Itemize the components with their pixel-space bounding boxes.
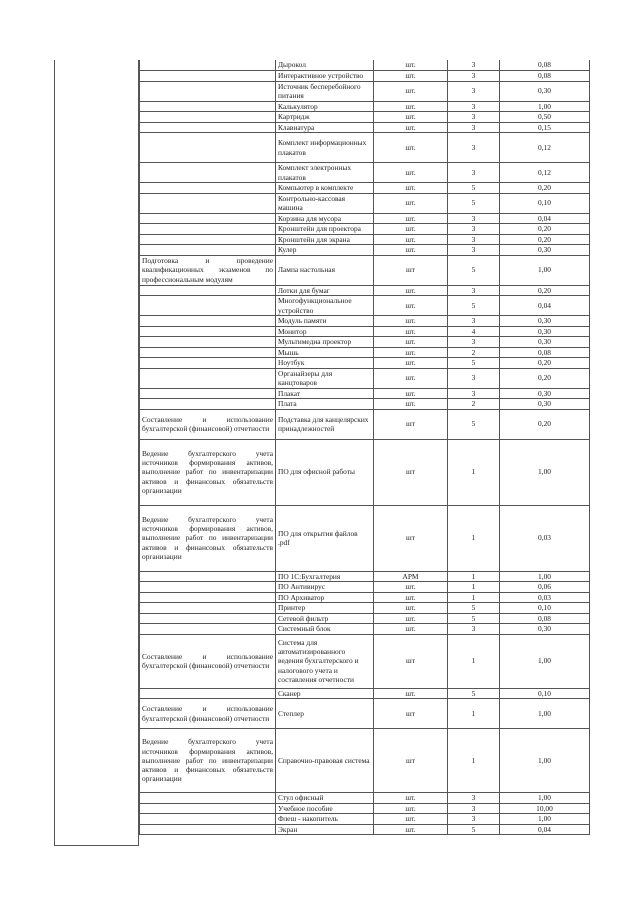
table-row <box>140 347 590 358</box>
table-row <box>140 245 590 256</box>
coefficient-cell: 0,08 <box>500 71 590 82</box>
unit-cell: шт. <box>374 326 448 337</box>
table-row <box>140 224 590 235</box>
table-row <box>140 163 590 183</box>
coefficient-cell: 10,00 <box>500 803 590 814</box>
quantity-cell: 3 <box>448 71 500 82</box>
unit-cell: АРМ <box>374 571 448 582</box>
coefficient-cell: 0,30 <box>500 399 590 410</box>
item-name-cell: Плакат <box>276 388 374 399</box>
unit-cell: шт <box>374 439 448 505</box>
item-name-cell: Мышь <box>276 347 374 358</box>
table-row <box>140 824 590 835</box>
quantity-cell: 3 <box>448 803 500 814</box>
coefficient-cell: 1,00 <box>500 729 590 793</box>
activity-cell <box>140 824 276 835</box>
quantity-cell: 5 <box>448 603 500 614</box>
coefficient-cell: 0,10 <box>500 688 590 699</box>
item-name-cell: Кронштейн для экрана <box>276 234 374 245</box>
table-row <box>140 71 590 82</box>
table-row <box>140 592 590 603</box>
activity-cell: Подготовка и проведение квалификационных экзаменов по профессиональным модулям <box>140 255 276 285</box>
coefficient-cell: 0,20 <box>500 368 590 388</box>
quantity-cell: 1 <box>448 729 500 793</box>
quantity-cell: 5 <box>448 688 500 699</box>
item-name-cell: Флеш - накопитель <box>276 814 374 825</box>
activity-cell <box>140 234 276 245</box>
quantity-cell: 4 <box>448 326 500 337</box>
activity-cell <box>140 213 276 224</box>
activity-cell <box>140 793 276 804</box>
unit-cell: шт. <box>374 592 448 603</box>
unit-cell: шт. <box>374 193 448 213</box>
coefficient-cell: 0,03 <box>500 505 590 571</box>
coefficient-cell: 0,08 <box>500 347 590 358</box>
coefficient-cell: 0,20 <box>500 224 590 235</box>
item-name-cell: Система для автоматизированного ведения бухгалтерского и налогового учета и составления отчетности <box>276 634 374 688</box>
coefficient-cell: 0,03 <box>500 592 590 603</box>
table-row <box>140 624 590 635</box>
item-name-cell: ПО для офисной работы <box>276 439 374 505</box>
item-name-cell: Монитор <box>276 326 374 337</box>
quantity-cell: 5 <box>448 409 500 439</box>
coefficient-cell: 0,04 <box>500 213 590 224</box>
item-name-cell: Мультимедиа проектор <box>276 337 374 348</box>
table-row <box>140 358 590 369</box>
table-row <box>140 634 590 688</box>
coefficient-cell: 0,20 <box>500 285 590 296</box>
unit-cell: шт. <box>374 296 448 316</box>
quantity-cell: 3 <box>448 163 500 183</box>
coefficient-cell: 0,20 <box>500 183 590 194</box>
quantity-cell: 1 <box>448 439 500 505</box>
activity-cell <box>140 285 276 296</box>
unit-cell: шт <box>374 409 448 439</box>
activity-cell <box>140 688 276 699</box>
quantity-cell: 3 <box>448 122 500 133</box>
unit-cell: шт. <box>374 112 448 123</box>
unit-cell: шт. <box>374 285 448 296</box>
item-name-cell: Многофункциональное устройство <box>276 296 374 316</box>
table-row <box>140 603 590 614</box>
activity-cell <box>140 316 276 327</box>
activity-cell <box>140 388 276 399</box>
coefficient-cell: 0,50 <box>500 112 590 123</box>
unit-cell: шт. <box>374 582 448 593</box>
item-name-cell: Кулер <box>276 245 374 256</box>
item-name-cell: Подставка для канцелярских принадлежностей <box>276 409 374 439</box>
coefficient-cell: 0,30 <box>500 337 590 348</box>
table-row <box>140 388 590 399</box>
item-name-cell: Модуль памяти <box>276 316 374 327</box>
unit-cell: шт. <box>374 163 448 183</box>
item-name-cell: Дырокол <box>276 60 374 71</box>
coefficient-cell: 1,00 <box>500 101 590 112</box>
quantity-cell: 3 <box>448 213 500 224</box>
table-row <box>140 729 590 793</box>
table-row <box>140 399 590 410</box>
unit-cell: шт. <box>374 793 448 804</box>
unit-cell: шт. <box>374 613 448 624</box>
quantity-cell: 3 <box>448 793 500 804</box>
coefficient-cell: 0,30 <box>500 245 590 256</box>
item-name-cell: Экран <box>276 824 374 835</box>
unit-cell: шт. <box>374 603 448 614</box>
item-name-cell: Компьютер в комплекте <box>276 183 374 194</box>
coefficient-cell: 1,00 <box>500 439 590 505</box>
coefficient-cell: 1,00 <box>500 793 590 804</box>
equipment-table <box>139 60 590 835</box>
item-name-cell: Органайзеры для канцтоваров <box>276 368 374 388</box>
table-row <box>140 814 590 825</box>
activity-cell <box>140 624 276 635</box>
coefficient-cell: 0,04 <box>500 296 590 316</box>
item-name-cell: ПО Антивирус <box>276 582 374 593</box>
item-name-cell: Клавиатура <box>276 122 374 133</box>
unit-cell: шт. <box>374 814 448 825</box>
activity-cell <box>140 112 276 123</box>
unit-cell: шт. <box>374 688 448 699</box>
quantity-cell: 1 <box>448 582 500 593</box>
quantity-cell: 3 <box>448 234 500 245</box>
activity-cell <box>140 296 276 316</box>
unit-cell: шт. <box>374 71 448 82</box>
table-row <box>140 688 590 699</box>
table-row <box>140 505 590 571</box>
item-name-cell: Степлер <box>276 699 374 729</box>
coefficient-cell: 0,15 <box>500 122 590 133</box>
table-row <box>140 368 590 388</box>
quantity-cell: 3 <box>448 101 500 112</box>
quantity-cell: 1 <box>448 505 500 571</box>
unit-cell: шт. <box>374 824 448 835</box>
coefficient-cell: 0,20 <box>500 409 590 439</box>
table-row <box>140 122 590 133</box>
table-row <box>140 255 590 285</box>
coefficient-cell: 0,30 <box>500 388 590 399</box>
unit-cell: шт. <box>374 122 448 133</box>
activity-cell: Составление и использование бухгалтерской (финансовой) отчетности <box>140 409 276 439</box>
table-row <box>140 571 590 582</box>
item-name-cell: Стул офисный <box>276 793 374 804</box>
unit-cell: шт. <box>374 358 448 369</box>
coefficient-cell: 1,00 <box>500 699 590 729</box>
unit-cell: шт. <box>374 337 448 348</box>
quantity-cell: 5 <box>448 193 500 213</box>
item-name-cell: Плата <box>276 399 374 410</box>
unit-cell: шт. <box>374 803 448 814</box>
item-name-cell: Принтер <box>276 603 374 614</box>
coefficient-cell: 0,08 <box>500 60 590 71</box>
item-name-cell: ПО Архиватор <box>276 592 374 603</box>
activity-cell <box>140 592 276 603</box>
coefficient-cell: 0,12 <box>500 163 590 183</box>
item-name-cell: ПО 1С:Бухгалтерия <box>276 571 374 582</box>
activity-cell <box>140 368 276 388</box>
activity-cell <box>140 603 276 614</box>
unit-cell: шт <box>374 729 448 793</box>
activity-cell: Ведение бухгалтерского учета источников формирования активов, выполнение работ по инвентаризации активов и финансовых обязательств организации <box>140 729 276 793</box>
activity-cell <box>140 814 276 825</box>
coefficient-cell: 0,20 <box>500 234 590 245</box>
item-name-cell: Сканер <box>276 688 374 699</box>
coefficient-cell: 0,04 <box>500 824 590 835</box>
quantity-cell: 3 <box>448 388 500 399</box>
item-name-cell: Калькулятор <box>276 101 374 112</box>
coefficient-cell: 1,00 <box>500 571 590 582</box>
quantity-cell: 3 <box>448 112 500 123</box>
table-row <box>140 613 590 624</box>
quantity-cell: 3 <box>448 60 500 71</box>
table-row <box>140 234 590 245</box>
table-row <box>140 337 590 348</box>
table-row <box>140 193 590 213</box>
quantity-cell: 5 <box>448 183 500 194</box>
table-row <box>140 296 590 316</box>
unit-cell: шт. <box>374 245 448 256</box>
quantity-cell: 3 <box>448 368 500 388</box>
activity-cell <box>140 399 276 410</box>
unit-cell: шт. <box>374 101 448 112</box>
item-name-cell: Источник бесперебойного питания <box>276 81 374 101</box>
table-row <box>140 439 590 505</box>
unit-cell: шт. <box>374 81 448 101</box>
table-row <box>140 101 590 112</box>
unit-cell: шт <box>374 505 448 571</box>
table-row <box>140 112 590 123</box>
quantity-cell: 5 <box>448 358 500 369</box>
activity-cell: Ведение бухгалтерского учета источников формирования активов, выполнение работ по инвентаризации активов и финансовых обязательств организации <box>140 439 276 505</box>
unit-cell: шт. <box>374 213 448 224</box>
unit-cell: шт <box>374 634 448 688</box>
activity-cell: Составление и использование бухгалтерской (финансовой) отчетности <box>140 699 276 729</box>
quantity-cell: 1 <box>448 634 500 688</box>
item-name-cell: Кронштейн для проектора <box>276 224 374 235</box>
unit-cell: шт. <box>374 368 448 388</box>
table-row <box>140 60 590 71</box>
table-row <box>140 409 590 439</box>
table-row <box>140 81 590 101</box>
coefficient-cell: 0,08 <box>500 613 590 624</box>
quantity-cell: 1 <box>448 699 500 729</box>
left-margin-column <box>54 60 139 846</box>
unit-cell: шт. <box>374 133 448 163</box>
quantity-cell: 2 <box>448 347 500 358</box>
activity-cell <box>140 326 276 337</box>
table-row <box>140 326 590 337</box>
coefficient-cell: 0,06 <box>500 582 590 593</box>
quantity-cell: 3 <box>448 814 500 825</box>
activity-cell <box>140 183 276 194</box>
item-name-cell: Интерактивное устройство <box>276 71 374 82</box>
coefficient-cell: 0,10 <box>500 603 590 614</box>
quantity-cell: 3 <box>448 245 500 256</box>
coefficient-cell: 0,20 <box>500 358 590 369</box>
unit-cell: шт. <box>374 60 448 71</box>
activity-cell <box>140 163 276 183</box>
activity-cell <box>140 193 276 213</box>
activity-cell: Ведение бухгалтерского учета источников формирования активов, выполнение работ по инвентаризации активов и финансовых обязательств организации <box>140 505 276 571</box>
coefficient-cell: 1,00 <box>500 255 590 285</box>
quantity-cell: 3 <box>448 624 500 635</box>
table-row <box>140 582 590 593</box>
coefficient-cell: 1,00 <box>500 814 590 825</box>
coefficient-cell: 0,30 <box>500 316 590 327</box>
unit-cell: шт <box>374 699 448 729</box>
activity-cell <box>140 245 276 256</box>
activity-cell <box>140 582 276 593</box>
table-row <box>140 803 590 814</box>
unit-cell: шт. <box>374 224 448 235</box>
quantity-cell: 5 <box>448 824 500 835</box>
item-name-cell: Контрольно-кассовая машина <box>276 193 374 213</box>
item-name-cell: ПО для открытия файлов .pdf <box>276 505 374 571</box>
activity-cell <box>140 224 276 235</box>
table-row <box>140 133 590 163</box>
item-name-cell: Картридж <box>276 112 374 123</box>
activity-cell <box>140 337 276 348</box>
coefficient-cell: 0,30 <box>500 326 590 337</box>
quantity-cell: 3 <box>448 337 500 348</box>
quantity-cell: 3 <box>448 133 500 163</box>
activity-cell <box>140 101 276 112</box>
activity-cell: Составление и использование бухгалтерской (финансовой) отчетности <box>140 634 276 688</box>
quantity-cell: 5 <box>448 613 500 624</box>
activity-cell <box>140 347 276 358</box>
activity-cell <box>140 71 276 82</box>
table-row <box>140 793 590 804</box>
item-name-cell: Системный блок <box>276 624 374 635</box>
unit-cell: шт. <box>374 388 448 399</box>
item-name-cell: Справочно-правовая система <box>276 729 374 793</box>
item-name-cell: Комплект информационных плакатов <box>276 133 374 163</box>
unit-cell: шт. <box>374 316 448 327</box>
item-name-cell: Лотки для бумаг <box>276 285 374 296</box>
coefficient-cell: 0,30 <box>500 624 590 635</box>
item-name-cell: Комплект электронных плакатов <box>276 163 374 183</box>
activity-cell <box>140 133 276 163</box>
quantity-cell: 1 <box>448 571 500 582</box>
table-row <box>140 285 590 296</box>
quantity-cell: 3 <box>448 285 500 296</box>
activity-cell <box>140 358 276 369</box>
unit-cell: шт <box>374 255 448 285</box>
item-name-cell: Сетевой фильтр <box>276 613 374 624</box>
quantity-cell: 3 <box>448 81 500 101</box>
item-name-cell: Ноутбук <box>276 358 374 369</box>
quantity-cell: 5 <box>448 255 500 285</box>
unit-cell: шт. <box>374 183 448 194</box>
unit-cell: шт. <box>374 234 448 245</box>
activity-cell <box>140 571 276 582</box>
unit-cell: шт. <box>374 624 448 635</box>
coefficient-cell: 0,12 <box>500 133 590 163</box>
quantity-cell: 3 <box>448 316 500 327</box>
table-row <box>140 699 590 729</box>
item-name-cell: Учебное пособие <box>276 803 374 814</box>
unit-cell: шт. <box>374 347 448 358</box>
table-row <box>140 213 590 224</box>
coefficient-cell: 1,00 <box>500 634 590 688</box>
table-row <box>140 316 590 327</box>
unit-cell: шт. <box>374 399 448 410</box>
item-name-cell: Корзина для мусора <box>276 213 374 224</box>
quantity-cell: 2 <box>448 399 500 410</box>
item-name-cell: Лампа настольная <box>276 255 374 285</box>
quantity-cell: 5 <box>448 296 500 316</box>
activity-cell <box>140 122 276 133</box>
quantity-cell: 1 <box>448 592 500 603</box>
coefficient-cell: 0,10 <box>500 193 590 213</box>
activity-cell <box>140 81 276 101</box>
quantity-cell: 3 <box>448 224 500 235</box>
activity-cell <box>140 803 276 814</box>
table-row <box>140 183 590 194</box>
activity-cell <box>140 60 276 71</box>
coefficient-cell: 0,30 <box>500 81 590 101</box>
activity-cell <box>140 613 276 624</box>
